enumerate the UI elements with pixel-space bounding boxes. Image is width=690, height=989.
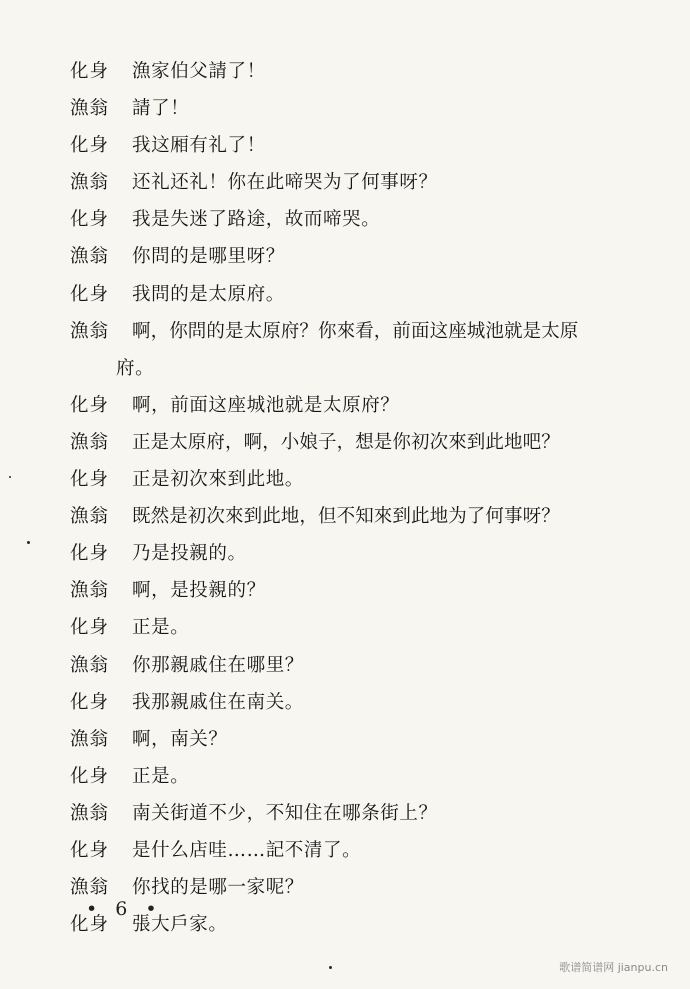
speaker-name: 化身 — [70, 469, 110, 491]
speaker-name: 漁翁 — [70, 98, 110, 120]
dialogue-line — [70, 350, 630, 387]
dialogue-text: 府。 — [116, 357, 155, 379]
dialogue-line — [70, 721, 630, 758]
dialogue-line — [70, 313, 630, 350]
dialogue-text: 乃是投親的。 — [132, 543, 247, 565]
dialogue-line — [70, 832, 630, 869]
dialogue-line — [70, 758, 630, 795]
dialogue-text: 正是太原府，啊，小娘子，想是你初次來到此地吧？ — [132, 431, 560, 453]
dialogue-text: 是什么店哇……記不清了。 — [132, 839, 362, 861]
dialogue-line — [70, 276, 630, 313]
dialogue-line — [70, 461, 630, 498]
dialogue-text: 我問的是太原府。 — [132, 283, 285, 305]
dialogue-line — [70, 53, 630, 90]
speaker-name: 漁翁 — [70, 802, 110, 824]
speaker-name: 化身 — [70, 394, 110, 416]
dialogue-text: 正是。 — [132, 617, 190, 639]
dialogue-line — [70, 572, 630, 609]
page-number: • 6 • — [86, 898, 163, 920]
dialogue-text: 啊，是投親的？ — [132, 580, 266, 602]
dialogue-text: 漁家伯父請了！ — [132, 61, 266, 82]
dialogue-text: 張大戶家。 — [132, 914, 228, 936]
dialogue-text: 我是失迷了路途，故而啼哭。 — [132, 209, 381, 231]
dialogue-line — [70, 90, 630, 127]
dialogue-text: 我这厢有礼了！ — [132, 135, 266, 157]
dialogue-text: 南关街道不少，不知住在哪条街上？ — [132, 802, 438, 824]
dialogue-text: 还礼还礼！你在此啼哭为了何事呀？ — [132, 172, 438, 194]
site-watermark: 歌谱简谱网 jianpu.cn — [559, 961, 668, 974]
speaker-name: 化身 — [70, 691, 110, 713]
speaker-name: 化身 — [70, 209, 110, 231]
speaker-name: 化身 — [70, 543, 110, 565]
dialogue-line — [70, 387, 630, 424]
speaker-name: 漁翁 — [70, 580, 110, 602]
speaker-name: 化身 — [70, 617, 110, 639]
dialogue-line — [70, 684, 630, 721]
speaker-name: 漁翁 — [70, 654, 110, 676]
ink-speck — [27, 541, 30, 544]
speaker-name: 化身 — [70, 61, 110, 82]
dialogue-text: 我那親戚住在南关。 — [132, 691, 304, 713]
speaker-name: 漁翁 — [70, 246, 110, 268]
dialogue-line — [70, 127, 630, 164]
dialogue-line — [70, 535, 630, 572]
speaker-name: 化身 — [70, 914, 110, 936]
dialogue-text: 你找的是哪一家呢？ — [132, 877, 304, 899]
dialogue-line — [70, 647, 630, 684]
speaker-name: 漁翁 — [70, 877, 110, 899]
ink-speck — [9, 476, 11, 478]
dialogue-line — [70, 201, 630, 238]
dialogue-text: 請了！ — [132, 98, 190, 120]
speaker-name: 化身 — [70, 283, 110, 305]
speaker-name: 漁翁 — [70, 320, 110, 342]
dialogue-text: 正是初次來到此地。 — [132, 469, 304, 491]
dialogue-text: 正是。 — [132, 765, 190, 787]
speaker-name: 漁翁 — [70, 431, 110, 453]
speaker-name: 化身 — [70, 135, 110, 157]
dialogue-text: 既然是初次來到此地，但不知來到此地为了何事呀？ — [132, 506, 560, 528]
speaker-name: 化身 — [70, 839, 110, 861]
dialogue-text: 你那親戚住在哪里？ — [132, 654, 304, 676]
dialogue-line — [70, 609, 630, 646]
speaker-name: 漁翁 — [70, 506, 110, 528]
speaker-name: 漁翁 — [70, 172, 110, 194]
dialogue-line — [70, 424, 630, 461]
dialogue-text: 啊，前面这座城池就是太原府？ — [132, 394, 400, 416]
dialogue-line — [70, 498, 630, 535]
dialogue-text: 你問的是哪里呀？ — [132, 246, 285, 268]
dialogue-line — [70, 795, 630, 832]
dialogue-line — [70, 164, 630, 201]
dialogue-text: 啊，你問的是太原府？你來看，前面这座城池就是太原 — [132, 320, 579, 342]
dialogue-line — [70, 238, 630, 275]
speaker-name: 漁翁 — [70, 728, 110, 750]
speaker-name: 化身 — [70, 765, 110, 787]
dialogue-text: 啊，南关？ — [132, 728, 228, 750]
dialogue-script — [70, 53, 630, 943]
ink-speck — [329, 966, 332, 969]
